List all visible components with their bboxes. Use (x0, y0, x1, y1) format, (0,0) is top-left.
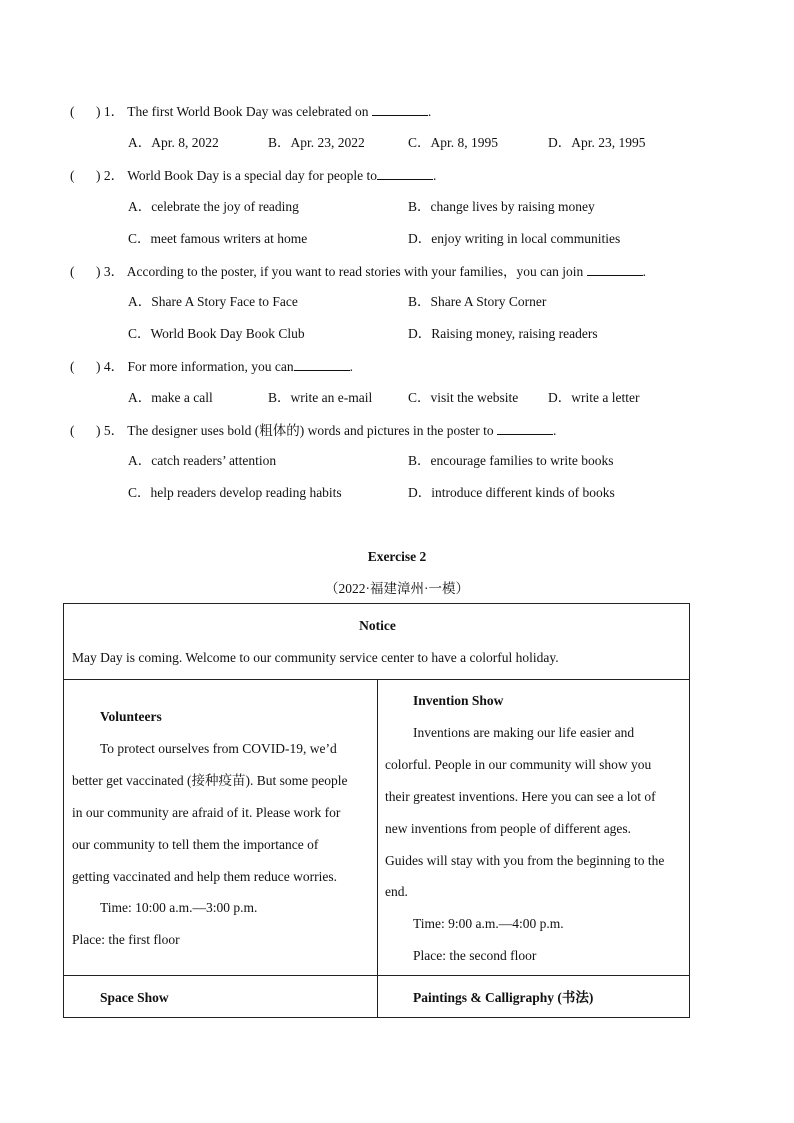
invention-line: their greatest inventions. Here you can see a lot of (385, 789, 656, 804)
answer-blank (377, 167, 433, 180)
option-b: B．write an e-mail (268, 390, 373, 405)
question-stem: According to the poster, if you want to read stories with your families，you can join (126, 264, 584, 279)
option-a: A．celebrate the joy of reading (128, 199, 299, 214)
option-d: D．enjoy writing in local communities (408, 231, 621, 246)
question-3-stem-line: ( ) 3． According to the poster, if you want to read stories with your families，you can join . (70, 264, 646, 279)
answer-blank (497, 422, 553, 435)
question-stem: For more information, you can (127, 359, 294, 374)
answer-bracket-open: ( (70, 104, 75, 119)
question-2-stem-line: ( ) 2． World Book Day is a special day for people to . (70, 168, 437, 183)
question-1-stem-line: ( ) 1． The first World Book Day was celebrated on . (70, 104, 432, 119)
option-d: D．introduce different kinds of books (408, 485, 615, 500)
question-stem: World Book Day is a special day for people to (127, 168, 377, 183)
volunteers-line: in our community are afraid of it. Please work for (72, 805, 341, 820)
option-d: D．Apr. 23, 1995 (548, 135, 646, 150)
space-show-heading: Space Show (100, 990, 169, 1005)
question-stem: The designer uses bold (粗体的) words and pictures in the poster to (127, 423, 494, 438)
invention-place: Place: the second floor (413, 948, 537, 963)
option-c: C．meet famous writers at home (128, 231, 308, 246)
answer-bracket-close: ) (96, 104, 101, 119)
option-b: B．change lives by raising money (408, 199, 595, 214)
option-b: B．encourage families to write books (408, 453, 614, 468)
notice-title: Notice (359, 618, 396, 633)
option-d: D．Raising money, raising readers (408, 326, 598, 341)
question-number: 1． (103, 104, 125, 119)
paintings-heading: Paintings & Calligraphy (书法) (413, 990, 594, 1005)
notice-table (63, 603, 690, 1018)
question-number: 3． (103, 264, 125, 279)
option-a: A．make a call (128, 390, 213, 405)
option-c: C．World Book Day Book Club (128, 326, 305, 341)
exercise-source: （2022·福建漳州·一模） (325, 581, 469, 596)
exercise-title: Exercise 2 (367, 549, 427, 564)
option-b: B．Apr. 23, 2022 (268, 135, 365, 150)
volunteers-line: better get vaccinated (接种疫苗). But some people (72, 773, 348, 788)
question-number: 5． (103, 423, 125, 438)
volunteers-time: Time: 10:00 a.m.—3:00 p.m. (100, 900, 258, 915)
volunteers-line: To protect ourselves from COVID-19, we’d (100, 741, 337, 756)
option-c: C．help readers develop reading habits (128, 485, 342, 500)
volunteers-line: our community to tell them the importance of (72, 837, 319, 852)
option-a: A．catch readers’ attention (128, 453, 277, 468)
question-4-stem-line: ( ) 4． For more information, you can . (70, 359, 353, 374)
table-divider (377, 679, 378, 1018)
answer-blank (372, 103, 428, 116)
invention-line: Guides will stay with you from the beginning to the (385, 853, 665, 868)
notice-intro: May Day is coming. Welcome to our community service center to have a colorful holiday. (72, 650, 559, 665)
option-c: C．visit the website (408, 390, 519, 405)
option-a: A．Apr. 8, 2022 (128, 135, 219, 150)
question-number: 2． (103, 168, 125, 183)
question-stem: The first World Book Day was celebrated on (127, 104, 369, 119)
answer-blank (294, 358, 350, 371)
invention-line: Inventions are making our life easier and (413, 725, 635, 740)
invention-line: end. (385, 884, 408, 899)
invention-time: Time: 9:00 a.m.—4:00 p.m. (413, 916, 564, 931)
invention-line: colorful. People in our community will show you (385, 757, 652, 772)
question-number: 4． (103, 359, 125, 374)
option-a: A．Share A Story Face to Face (128, 294, 298, 309)
volunteers-line: getting vaccinated and help them reduce worries. (72, 869, 338, 884)
invention-heading: Invention Show (413, 693, 504, 708)
option-b: B．Share A Story Corner (408, 294, 547, 309)
volunteers-heading: Volunteers (100, 709, 162, 724)
invention-line: new inventions from people of different ages. (385, 821, 632, 836)
option-d: D．write a letter (548, 390, 640, 405)
option-c: C．Apr. 8, 1995 (408, 135, 499, 150)
answer-blank (587, 263, 643, 276)
question-5-stem-line: ( ) 5． The designer uses bold (粗体的) words and pictures in the poster to . (70, 423, 557, 438)
volunteers-place: Place: the first floor (72, 932, 180, 947)
